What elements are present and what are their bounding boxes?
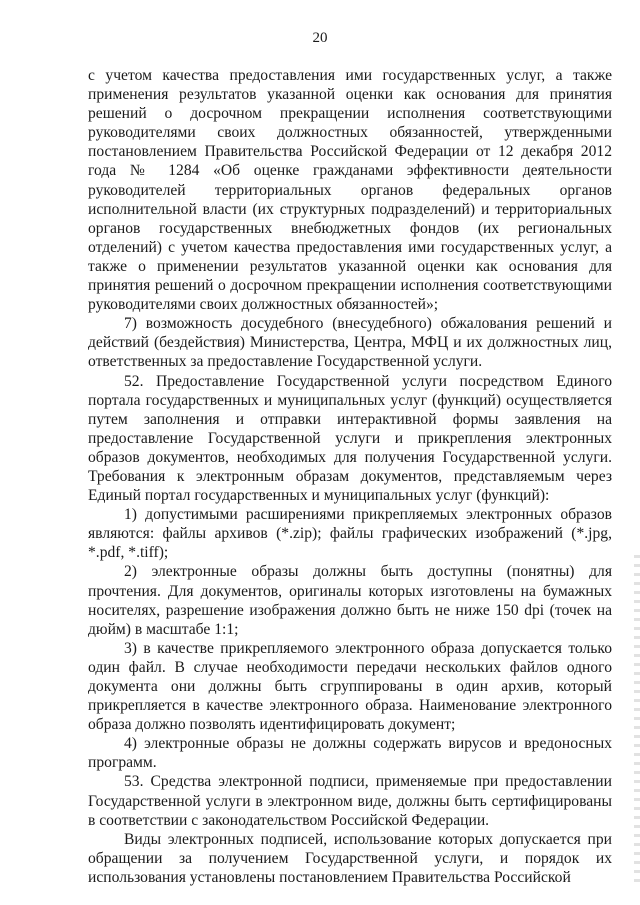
document-body <box>88 66 612 887</box>
paragraph-requirement-1: 1) допустимыми расширениями прикрепляемых электронных образов являются: файлы архивов (*.zip); файлы графических изображений (*.jpg, *.pdf, *.tiff); <box>88 506 612 562</box>
paragraph-requirement-4: 4) электронные образы не должны содержать вирусов и вредоносных программ. <box>88 735 612 772</box>
paragraph-requirement-3: 3) в качестве прикрепляемого электронного образа допускается только один файл. В случае необходимости передачи нескольких файлов одного документа они должны быть сгруппированы в один архив, который прикрепляется в качестве электронного образа. Наименование электронного образа должно позволять идентифицировать документ; <box>88 639 612 734</box>
paragraph-clause-52: 52. Предоставление Государственной услуги посредством Единого портала государственных и муниципальных услуг (функций) осуществляется путем заполнения и отправки интерактивной формы заявления на предоставление Государственной услуги и прикрепления электронных образов документов, необходимых для получения Государственной услуги. Требования к электронным образам документов, представляемым через Единый портал государственных и муниципальных услуг (функций): <box>88 372 612 505</box>
paragraph-requirement-2: 2) электронные образы должны быть доступны (понятны) для прочтения. Для документов, оригиналы которых изготовлены на бумажных носителях, разрешение изображения должно быть не ниже 150 dpi (точек на дюйм) в масштабе 1:1; <box>88 563 612 638</box>
paragraph-item-7: 7) возможность досудебного (внесудебного) обжалования решений и действий (бездействия) Министерства, Центра, МФЦ и их должностных лиц, ответственных за предоставление Государственной услуги. <box>88 315 612 371</box>
page-number: 20 <box>312 30 328 46</box>
scan-edge-mark <box>634 555 640 885</box>
paragraph-clause-53: 53. Средства электронной подписи, применяемые при предоставлении Государственной услуги в электронном виде, должны быть сертифицированы в соответствии с законодательством Российской Федерации. <box>88 773 612 829</box>
paragraph-signature-types: Виды электронных подписей, использование которых допускается при обращении за получением Государственной услуги, и порядок их использования установлены постановлением Правительства Российской <box>88 830 612 886</box>
paragraph-continuation: с учетом качества предоставления ими государственных услуг, а также применения результатов указанной оценки как основания для принятия решений о досрочном прекращении исполнения соответствующими руководителями своих должностных обязанностей, утвержденными постановлением Правительства Российской Федерации от 12 декабря 2012 года № 1284 «Об оценке гражданами эффективности деятельности руководителей территориальных органов федеральных органов исполнительной власти (их структурных подразделений) и территориальных органов государственных внебюджетных фондов (их региональных отделений) с учетом качества предоставления ими государственных услуг, а также о применении результатов указанной оценки как основания для принятия решений о досрочном прекращении исполнения соответствующими руководителями своих должностных обязанностей»; <box>88 67 612 314</box>
